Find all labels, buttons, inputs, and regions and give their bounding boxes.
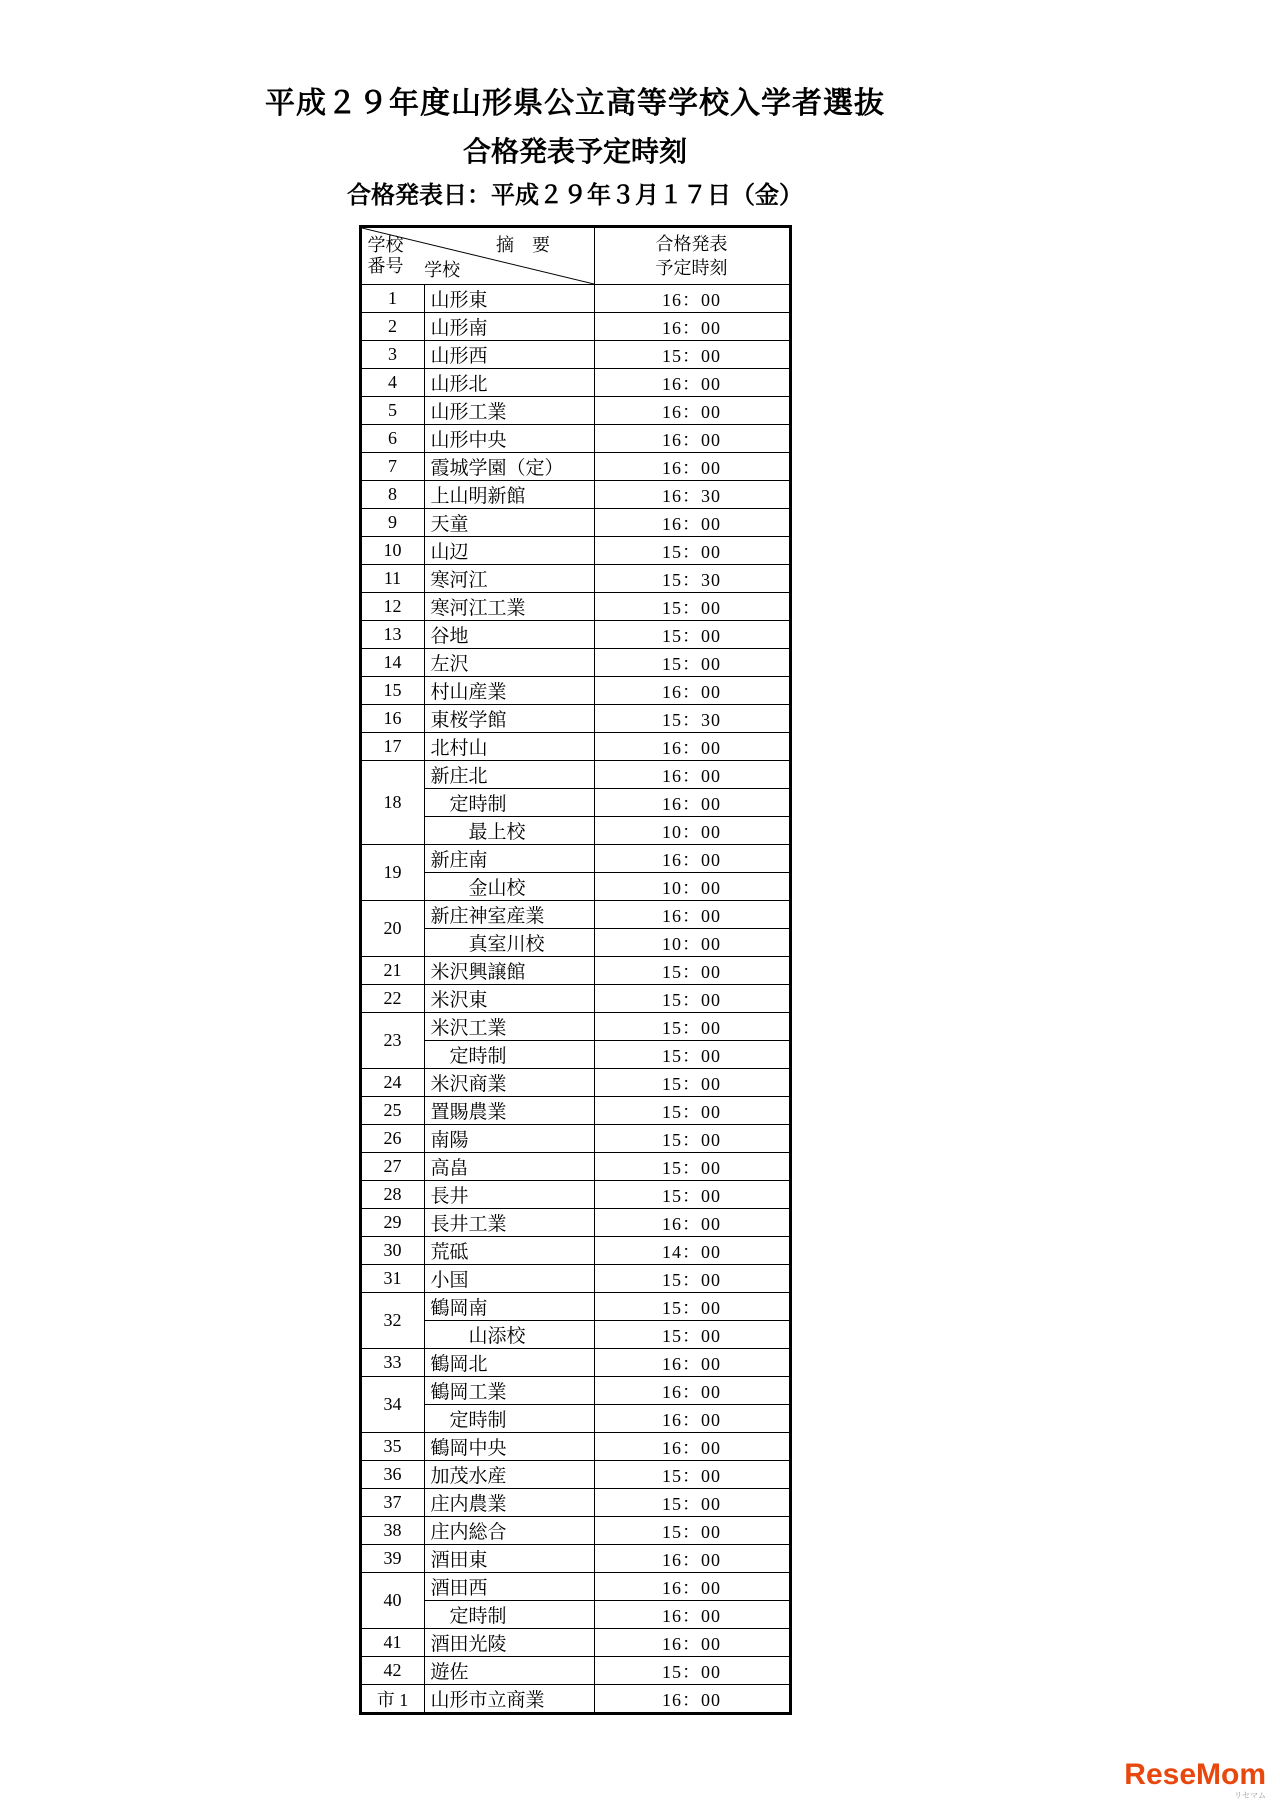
school-name-cell: 鶴岡中央 bbox=[424, 1433, 594, 1461]
table-row bbox=[360, 789, 790, 817]
resemom-logo-text: ReseMom bbox=[1124, 1758, 1266, 1791]
school-name-cell: 南陽 bbox=[424, 1125, 594, 1153]
school-number-cell: 29 bbox=[360, 1209, 424, 1237]
school-number-cell: 37 bbox=[360, 1489, 424, 1517]
school-name-cell: 上山明新館 bbox=[424, 481, 594, 509]
announcement-time-cell: 15：00 bbox=[594, 1013, 790, 1041]
school-name-cell: 山形市立商業 bbox=[424, 1685, 594, 1714]
school-name-cell: 酒田光陵 bbox=[424, 1629, 594, 1657]
announcement-time-cell: 15：30 bbox=[594, 565, 790, 593]
table-row bbox=[360, 369, 790, 397]
school-number-cell: 1 bbox=[360, 285, 424, 313]
announcement-time-cell: 15：00 bbox=[594, 1293, 790, 1321]
table-row bbox=[360, 1433, 790, 1461]
announcement-time-cell: 16：00 bbox=[594, 285, 790, 313]
announcement-time-cell: 16：00 bbox=[594, 1629, 790, 1657]
school-number-cell: 25 bbox=[360, 1097, 424, 1125]
school-number-cell: 13 bbox=[360, 621, 424, 649]
table-row bbox=[360, 873, 790, 901]
table-row bbox=[360, 1629, 790, 1657]
announcement-time-cell: 15：00 bbox=[594, 593, 790, 621]
table-row bbox=[360, 1013, 790, 1041]
announcement-time-cell: 16：00 bbox=[594, 1377, 790, 1405]
announcement-time-cell: 16：00 bbox=[594, 453, 790, 481]
table-row bbox=[360, 985, 790, 1013]
table-row bbox=[360, 565, 790, 593]
table-row bbox=[360, 957, 790, 985]
resemom-logo-subtext: リセマム bbox=[1234, 1791, 1266, 1800]
school-name-cell: 北村山 bbox=[424, 733, 594, 761]
table-row bbox=[360, 761, 790, 789]
announcement-time-cell: 16：00 bbox=[594, 1209, 790, 1237]
school-name-cell: 酒田西 bbox=[424, 1573, 594, 1601]
school-number-cell: 17 bbox=[360, 733, 424, 761]
header-time-cell bbox=[594, 227, 790, 285]
school-name-cell: 最上校 bbox=[424, 817, 594, 845]
announcement-time-cell: 15：00 bbox=[594, 1517, 790, 1545]
announcement-time-cell: 15：30 bbox=[594, 705, 790, 733]
school-number-cell: 26 bbox=[360, 1125, 424, 1153]
table-row bbox=[360, 677, 790, 705]
announcement-time-cell: 15：00 bbox=[594, 1125, 790, 1153]
school-number-cell: 11 bbox=[360, 565, 424, 593]
header-school-label: 学校 bbox=[424, 260, 461, 280]
school-name-cell: 山形工業 bbox=[424, 397, 594, 425]
header-school-number-line2: 番号 bbox=[367, 256, 404, 276]
table-row bbox=[360, 453, 790, 481]
announcement-time-cell: 16：00 bbox=[594, 761, 790, 789]
table-row bbox=[360, 1657, 790, 1685]
school-name-cell: 米沢興譲館 bbox=[424, 957, 594, 985]
resemom-logo bbox=[1124, 1760, 1266, 1800]
header-corner-cell bbox=[360, 227, 594, 285]
announcement-time-cell: 15：00 bbox=[594, 1265, 790, 1293]
announcement-time-cell: 16：00 bbox=[594, 397, 790, 425]
announcement-date-line: 合格発表日：平成２９年３月１７日（金） bbox=[347, 182, 803, 209]
table-row bbox=[360, 929, 790, 957]
school-name-cell: 山形東 bbox=[424, 285, 594, 313]
table-row bbox=[360, 1461, 790, 1489]
school-name-cell: 鶴岡北 bbox=[424, 1349, 594, 1377]
page-title: 平成２９年度山形県公立高等学校入学者選抜 bbox=[265, 87, 885, 120]
school-number-cell: 2 bbox=[360, 313, 424, 341]
school-name-cell: 鶴岡南 bbox=[424, 1293, 594, 1321]
table-row bbox=[360, 1489, 790, 1517]
school-number-cell: 35 bbox=[360, 1433, 424, 1461]
school-name-cell: 庄内農業 bbox=[424, 1489, 594, 1517]
table-row bbox=[360, 1041, 790, 1069]
school-number-cell: 28 bbox=[360, 1181, 424, 1209]
school-name-cell: 長井工業 bbox=[424, 1209, 594, 1237]
announcement-time-cell: 15：00 bbox=[594, 341, 790, 369]
school-name-cell: 定時制 bbox=[424, 1041, 594, 1069]
announcement-time-cell: 16：00 bbox=[594, 789, 790, 817]
table-row bbox=[360, 481, 790, 509]
school-number-cell: 39 bbox=[360, 1545, 424, 1573]
announcement-time-cell: 15：00 bbox=[594, 621, 790, 649]
announcement-time-cell: 15：00 bbox=[594, 537, 790, 565]
announcement-time-cell: 16：00 bbox=[594, 733, 790, 761]
school-number-cell: 9 bbox=[360, 509, 424, 537]
school-name-cell: 新庄南 bbox=[424, 845, 594, 873]
table-row bbox=[360, 1125, 790, 1153]
school-name-cell: 定時制 bbox=[424, 1405, 594, 1433]
table-row bbox=[360, 1069, 790, 1097]
table-row bbox=[360, 1181, 790, 1209]
school-name-cell: 新庄神室産業 bbox=[424, 901, 594, 929]
school-number-cell: 4 bbox=[360, 369, 424, 397]
table-row bbox=[360, 1573, 790, 1601]
table-row bbox=[360, 845, 790, 873]
table-row bbox=[360, 1321, 790, 1349]
school-number-cell: 41 bbox=[360, 1629, 424, 1657]
school-name-cell: 小国 bbox=[424, 1265, 594, 1293]
table-header-row bbox=[360, 227, 790, 285]
school-name-cell: 米沢東 bbox=[424, 985, 594, 1013]
school-name-cell: 高畠 bbox=[424, 1153, 594, 1181]
school-number-cell: 8 bbox=[360, 481, 424, 509]
school-name-cell: 山形北 bbox=[424, 369, 594, 397]
table-row bbox=[360, 1517, 790, 1545]
table-row bbox=[360, 1685, 790, 1714]
school-name-cell: 山形南 bbox=[424, 313, 594, 341]
announcement-time-cell: 16：00 bbox=[594, 509, 790, 537]
school-name-cell: 米沢工業 bbox=[424, 1013, 594, 1041]
school-number-cell: 6 bbox=[360, 425, 424, 453]
announcement-time-cell: 16：00 bbox=[594, 1545, 790, 1573]
school-number-cell: 40 bbox=[360, 1573, 424, 1629]
table-row bbox=[360, 313, 790, 341]
school-name-cell: 定時制 bbox=[424, 1601, 594, 1629]
school-name-cell: 金山校 bbox=[424, 873, 594, 901]
school-name-cell: 山辺 bbox=[424, 537, 594, 565]
school-name-cell: 鶴岡工業 bbox=[424, 1377, 594, 1405]
announcement-time-cell: 16：00 bbox=[594, 1349, 790, 1377]
table-row bbox=[360, 593, 790, 621]
school-number-cell: 18 bbox=[360, 761, 424, 845]
schedule-table-body bbox=[360, 285, 790, 1714]
school-name-cell: 村山産業 bbox=[424, 677, 594, 705]
school-name-cell: 長井 bbox=[424, 1181, 594, 1209]
announcement-time-cell: 15：00 bbox=[594, 985, 790, 1013]
announcement-time-cell: 10：00 bbox=[594, 929, 790, 957]
announcement-time-cell: 16：00 bbox=[594, 369, 790, 397]
school-name-cell: 酒田東 bbox=[424, 1545, 594, 1573]
school-number-cell: 21 bbox=[360, 957, 424, 985]
school-number-cell: 34 bbox=[360, 1377, 424, 1433]
school-number-cell: 16 bbox=[360, 705, 424, 733]
announcement-time-cell: 16：00 bbox=[594, 1433, 790, 1461]
school-number-cell: 5 bbox=[360, 397, 424, 425]
announcement-time-cell: 15：00 bbox=[594, 1321, 790, 1349]
announcement-time-cell: 16：00 bbox=[594, 313, 790, 341]
school-number-cell: 23 bbox=[360, 1013, 424, 1069]
header-school-number-label bbox=[368, 235, 404, 277]
school-name-cell: 山添校 bbox=[424, 1321, 594, 1349]
announcement-time-cell: 16：00 bbox=[594, 1573, 790, 1601]
school-number-cell: 20 bbox=[360, 901, 424, 957]
school-name-cell: 荒砥 bbox=[424, 1237, 594, 1265]
announcement-time-cell: 16：00 bbox=[594, 845, 790, 873]
announcement-time-cell: 16：30 bbox=[594, 481, 790, 509]
announcement-time-cell: 14：00 bbox=[594, 1237, 790, 1265]
school-name-cell: 谷地 bbox=[424, 621, 594, 649]
school-number-cell: 15 bbox=[360, 677, 424, 705]
table-row bbox=[360, 1545, 790, 1573]
school-number-cell: 12 bbox=[360, 593, 424, 621]
school-number-cell: 3 bbox=[360, 341, 424, 369]
table-row bbox=[360, 341, 790, 369]
announcement-time-cell: 15：00 bbox=[594, 1657, 790, 1685]
header-time-line2: 予定時刻 bbox=[655, 258, 728, 278]
table-row bbox=[360, 1209, 790, 1237]
school-number-cell: 7 bbox=[360, 453, 424, 481]
announcement-time-cell: 10：00 bbox=[594, 873, 790, 901]
school-name-cell: 東桜学館 bbox=[424, 705, 594, 733]
announcement-time-cell: 16：00 bbox=[594, 901, 790, 929]
school-name-cell: 霞城学園（定） bbox=[424, 453, 594, 481]
table-row bbox=[360, 1237, 790, 1265]
announcement-time-cell: 15：00 bbox=[594, 649, 790, 677]
table-row bbox=[360, 1097, 790, 1125]
school-name-cell: 左沢 bbox=[424, 649, 594, 677]
header-remark-label: 摘 要 bbox=[496, 235, 551, 255]
table-row bbox=[360, 1349, 790, 1377]
school-name-cell: 定時制 bbox=[424, 789, 594, 817]
table-row bbox=[360, 649, 790, 677]
table-row bbox=[360, 537, 790, 565]
school-name-cell: 置賜農業 bbox=[424, 1097, 594, 1125]
table-row bbox=[360, 1405, 790, 1433]
school-number-cell: 30 bbox=[360, 1237, 424, 1265]
announcement-time-cell: 15：00 bbox=[594, 1153, 790, 1181]
school-name-cell: 寒河江 bbox=[424, 565, 594, 593]
school-number-cell: 22 bbox=[360, 985, 424, 1013]
school-number-cell: 24 bbox=[360, 1069, 424, 1097]
school-number-cell: 市 1 bbox=[360, 1685, 424, 1714]
table-row bbox=[360, 621, 790, 649]
school-name-cell: 山形中央 bbox=[424, 425, 594, 453]
table-row bbox=[360, 425, 790, 453]
school-number-cell: 31 bbox=[360, 1265, 424, 1293]
table-row bbox=[360, 1601, 790, 1629]
school-name-cell: 新庄北 bbox=[424, 761, 594, 789]
school-number-cell: 38 bbox=[360, 1517, 424, 1545]
school-number-cell: 27 bbox=[360, 1153, 424, 1181]
announcement-time-cell: 16：00 bbox=[594, 1601, 790, 1629]
school-name-cell: 遊佐 bbox=[424, 1657, 594, 1685]
school-number-cell: 32 bbox=[360, 1293, 424, 1349]
announcement-time-cell: 15：00 bbox=[594, 957, 790, 985]
school-name-cell: 寒河江工業 bbox=[424, 593, 594, 621]
announcement-time-cell: 10：00 bbox=[594, 817, 790, 845]
table-row bbox=[360, 1377, 790, 1405]
school-number-cell: 36 bbox=[360, 1461, 424, 1489]
announcement-time-cell: 16：00 bbox=[594, 425, 790, 453]
table-row bbox=[360, 817, 790, 845]
header-time-line1: 合格発表 bbox=[655, 234, 728, 254]
school-name-cell: 天童 bbox=[424, 509, 594, 537]
table-row bbox=[360, 509, 790, 537]
table-row bbox=[360, 397, 790, 425]
announcement-time-cell: 15：00 bbox=[594, 1041, 790, 1069]
announcement-time-cell: 15：00 bbox=[594, 1069, 790, 1097]
school-number-cell: 10 bbox=[360, 537, 424, 565]
announcement-time-cell: 15：00 bbox=[594, 1097, 790, 1125]
table-row bbox=[360, 705, 790, 733]
school-name-cell: 加茂水産 bbox=[424, 1461, 594, 1489]
school-name-cell: 真室川校 bbox=[424, 929, 594, 957]
announcement-time-cell: 15：00 bbox=[594, 1181, 790, 1209]
school-name-cell: 山形西 bbox=[424, 341, 594, 369]
header-school-number-line1: 学校 bbox=[367, 235, 404, 255]
school-number-cell: 14 bbox=[360, 649, 424, 677]
school-number-cell: 19 bbox=[360, 845, 424, 901]
announcement-time-cell: 15：00 bbox=[594, 1489, 790, 1517]
school-number-cell: 42 bbox=[360, 1657, 424, 1685]
school-number-cell: 33 bbox=[360, 1349, 424, 1377]
table-row bbox=[360, 285, 790, 313]
announcement-time-cell: 16：00 bbox=[594, 677, 790, 705]
page-subtitle: 合格発表予定時刻 bbox=[462, 136, 687, 167]
announcement-time-cell: 16：00 bbox=[594, 1405, 790, 1433]
schedule-table bbox=[359, 225, 792, 1715]
table-row bbox=[360, 901, 790, 929]
table-row bbox=[360, 1293, 790, 1321]
table-row bbox=[360, 733, 790, 761]
table-row bbox=[360, 1153, 790, 1181]
announcement-time-cell: 16：00 bbox=[594, 1685, 790, 1714]
school-name-cell: 庄内総合 bbox=[424, 1517, 594, 1545]
school-name-cell: 米沢商業 bbox=[424, 1069, 594, 1097]
table-row bbox=[360, 1265, 790, 1293]
announcement-time-cell: 15：00 bbox=[594, 1461, 790, 1489]
